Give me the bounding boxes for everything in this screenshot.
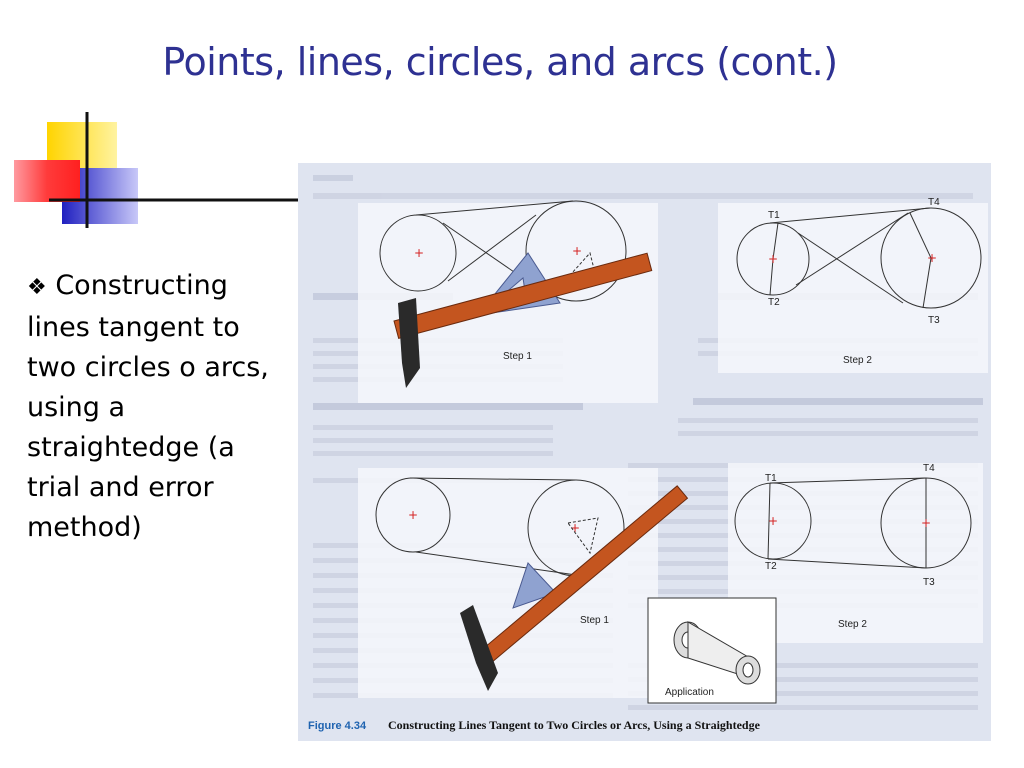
svg-text:+: + (768, 514, 779, 528)
svg-text:+: + (768, 252, 779, 266)
figure-caption: Constructing Lines Tangent to Two Circles or Arcs, Using a Straightedge (388, 718, 760, 732)
slide-decoration (0, 0, 310, 240)
bullet-item (27, 266, 282, 548)
svg-text:+: + (927, 251, 938, 265)
svg-text:T3: T3 (923, 577, 935, 588)
step1-bottom-label: Step 1 (580, 615, 609, 626)
svg-text:+: + (921, 516, 932, 530)
textbook-figure (298, 163, 991, 741)
svg-text:+: + (570, 521, 581, 535)
svg-text:T2: T2 (765, 561, 777, 572)
svg-text:+: + (408, 508, 419, 522)
svg-text:T2: T2 (768, 297, 780, 308)
svg-text:+: + (414, 246, 425, 260)
application-label: Application (665, 687, 714, 698)
figure-number: Figure 4.34 (308, 720, 367, 732)
step1-top-label: Step 1 (503, 351, 532, 362)
diamond-bullet-icon: ❖ (27, 275, 47, 300)
svg-text:T4: T4 (928, 197, 940, 208)
svg-text:T4: T4 (923, 463, 935, 474)
svg-text:T3: T3 (928, 315, 940, 326)
bullet-text: Constructing lines tangent to two circles o arcs, using a straightedge (a trial and error method) (27, 270, 269, 543)
svg-text:T1: T1 (768, 210, 780, 221)
step2-bottom-label: Step 2 (838, 619, 867, 630)
application-inset (648, 598, 776, 703)
slide-title: Points, lines, circles, and arcs (cont.) (162, 40, 838, 84)
svg-text:T1: T1 (765, 473, 777, 484)
svg-text:+: + (572, 244, 583, 258)
step2-top-label: Step 2 (843, 355, 872, 366)
